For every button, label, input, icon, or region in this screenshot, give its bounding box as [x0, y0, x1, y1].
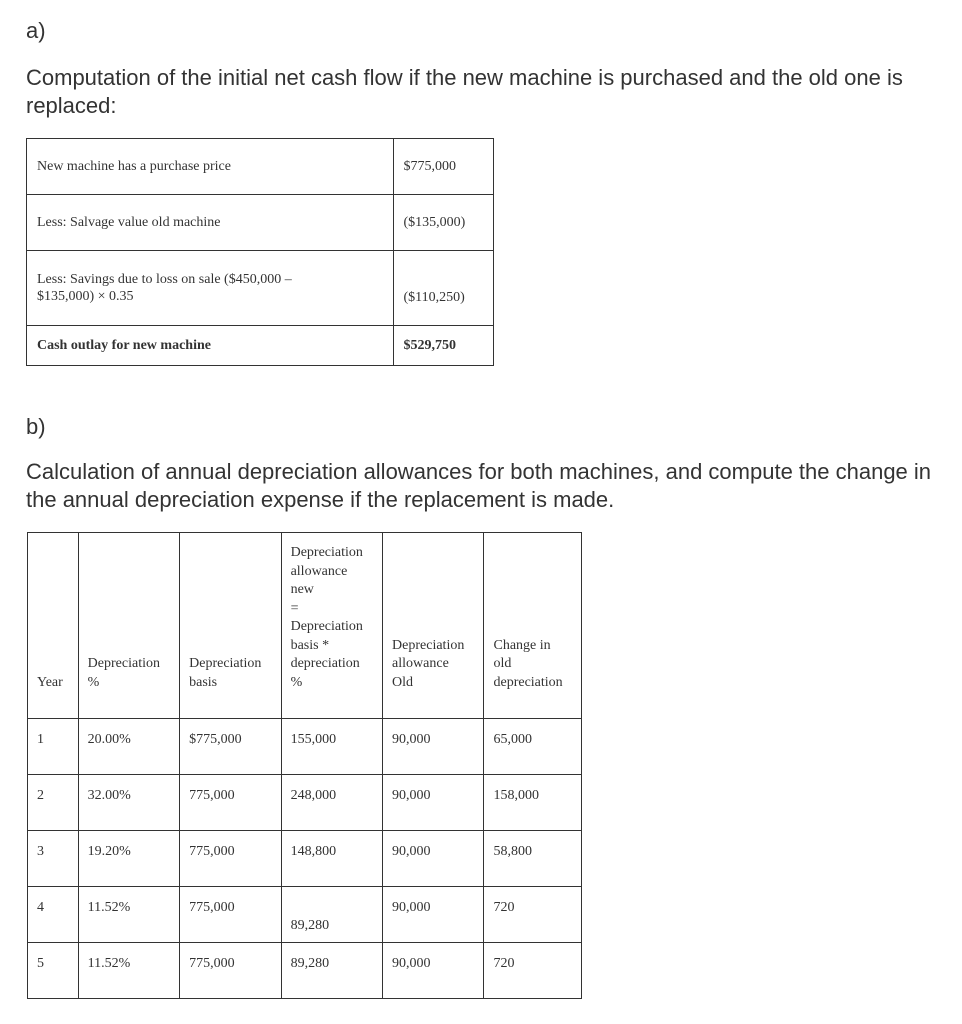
- cell-old: 90,000: [383, 943, 484, 999]
- total-label: Cash outlay for new machine: [27, 326, 394, 366]
- cell-pct: 11.52%: [78, 887, 179, 943]
- section-a-label: a): [26, 18, 46, 43]
- table-row: [27, 195, 494, 251]
- cell-basis: 775,000: [180, 943, 281, 999]
- cell-year: 4: [28, 887, 79, 943]
- cash-flow-table: [26, 138, 494, 366]
- cell-change: 720: [484, 887, 582, 943]
- table-row: [28, 775, 582, 831]
- header-depreciation-basis: Depreciation basis: [180, 533, 281, 719]
- cell-change: 58,800: [484, 831, 582, 887]
- cell-old: 90,000: [383, 887, 484, 943]
- cell-pct: 32.00%: [78, 775, 179, 831]
- table-row: [28, 831, 582, 887]
- row-value: ($110,250): [393, 251, 493, 326]
- cell-new: 155,000: [281, 719, 382, 775]
- cell-new: 148,800: [281, 831, 382, 887]
- cell-pct: 19.20%: [78, 831, 179, 887]
- cell-year: 1: [28, 719, 79, 775]
- cell-pct: 11.52%: [78, 943, 179, 999]
- header-depreciation-pct: Depreciation %: [78, 533, 179, 719]
- table-row: [27, 139, 494, 195]
- cell-old: 90,000: [383, 775, 484, 831]
- row-value: ($135,000): [393, 195, 493, 251]
- cell-year: 2: [28, 775, 79, 831]
- cell-new: 248,000: [281, 775, 382, 831]
- header-allowance-old: Depreciation allowance Old: [383, 533, 484, 719]
- depreciation-table: [27, 532, 582, 999]
- total-value: $529,750: [393, 326, 493, 366]
- cell-basis: $775,000: [180, 719, 281, 775]
- table-row: [28, 943, 582, 999]
- cell-old: 90,000: [383, 719, 484, 775]
- table-row: [27, 251, 494, 326]
- cell-year: 3: [28, 831, 79, 887]
- row-label: New machine has a purchase price: [27, 139, 394, 195]
- cell-basis: 775,000: [180, 775, 281, 831]
- cell-change: 158,000: [484, 775, 582, 831]
- table-row: [28, 719, 582, 775]
- section-b-heading: Calculation of annual depreciation allowances for both machines, and compute the change in the annual depreciation expense if the replacement is made.: [26, 459, 932, 512]
- header-allowance-new: Depreciation allowance new = Depreciation basis * depreciation %: [281, 533, 382, 719]
- header-change: Change in old depreciation: [484, 533, 582, 719]
- cell-change: 720: [484, 943, 582, 999]
- cell-year: 5: [28, 943, 79, 999]
- cell-old: 90,000: [383, 831, 484, 887]
- cell-basis: 775,000: [180, 831, 281, 887]
- cell-change: 65,000: [484, 719, 582, 775]
- cell-new: 89,280: [281, 943, 382, 999]
- row-label: Less: Savings due to loss on sale ($450,000 – $135,000) × 0.35: [27, 251, 394, 326]
- cell-basis: 775,000: [180, 887, 281, 943]
- section-a-heading: Computation of the initial net cash flow if the new machine is purchased and the old one is replaced:: [26, 65, 903, 118]
- header-row: [28, 533, 582, 719]
- section-b-label: b): [26, 414, 46, 439]
- table-row: [27, 326, 494, 366]
- cell-new: 89,280: [281, 887, 382, 943]
- header-year: Year: [28, 533, 79, 719]
- row-label: Less: Salvage value old machine: [27, 195, 394, 251]
- row-value: $775,000: [393, 139, 493, 195]
- table-row: [28, 887, 582, 943]
- cell-pct: 20.00%: [78, 719, 179, 775]
